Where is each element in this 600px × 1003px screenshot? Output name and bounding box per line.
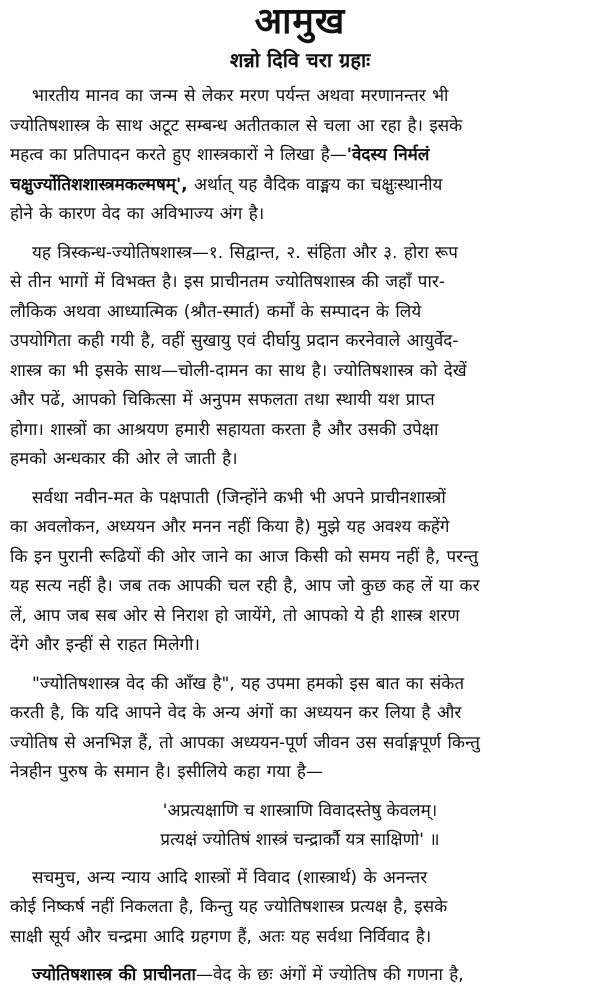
paragraph-line: होगा। शास्त्रों का आश्रयण हमारी सहायता करता है और उसकी उपेक्षा xyxy=(10,419,439,440)
paragraph-line: सचमुच, अन्य न्याय आदि शास्त्रों में विवाद (शास्त्रार्थ) के अनन्तर xyxy=(32,867,428,888)
paragraph-line: का अवलोकन, अध्ययन और मनन नहीं किया है) मुझे यह अवश्य कहेंगे xyxy=(10,517,450,537)
paragraph-line: होने के कारण वेद का अविभाज्य अंग है। xyxy=(10,204,265,224)
quote-end: चक्षुर्ज्योतिशशास्त्रमकल्मषम्', xyxy=(10,174,188,195)
paragraph-2 xyxy=(10,239,590,475)
paragraph-line xyxy=(10,961,590,991)
paragraph-line: लें, आप जब सब ओर से निराश हो जायेंगे, तो आपको ये ही शास्त्र शरण xyxy=(10,605,460,626)
paragraph-text: —वेद के छः अंगों में ज्योतिष की गणना है, xyxy=(195,965,464,985)
paragraph-line: कोई निष्कर्ष नहीं निकलता है, किन्तु यह ज्योतिषशास्त्र प्रत्यक्ष है, इसके xyxy=(10,897,448,917)
paragraph-4 xyxy=(10,670,590,788)
paragraph-line: शास्त्र का भी इसके साथ—चोली-दामन का साथ है। ज्योतिषशास्त्र को देखें xyxy=(10,360,467,381)
paragraph-line: नेत्रहीन पुरुष के समान है। इसीलिये कहा गया है— xyxy=(10,762,323,782)
paragraph-3 xyxy=(10,484,590,661)
paragraph-text: अर्थात् यह वैदिक वाङ्मय का चक्षुःस्थानीय xyxy=(194,174,443,195)
verse-line: प्रत्यक्षं ज्योतिषं शास्त्रं चन्द्रार्कौ यत्र साक्षिणो' ॥ xyxy=(160,830,440,850)
paragraph-line: ज्योतिष से अनभिज्ञ हैं, तो आपका अध्ययन-पूर्ण जीवन उस सर्वाङ्गपूर्ण किन्तु xyxy=(10,732,480,753)
verse-line: 'अप्रत्यक्षाणि च शास्त्राणि विवादस्तेषु केवलम्। xyxy=(162,800,438,821)
paragraph-line: साक्षी सूर्य और चन्द्रमा आदि ग्रहगण हैं, अतः यह सर्वथा निर्विवाद है। xyxy=(10,926,432,947)
paragraph-line xyxy=(10,171,590,201)
paragraph-line: यह सत्य नहीं है। जब तक आपकी चल रही है, आप जो कुछ कह लें या कर xyxy=(10,576,480,596)
paragraph-line: और पढें, आपको चिकित्सा में अनुपम सफलता तथा स्थायी यश प्राप्त xyxy=(10,390,435,410)
page-subtitle: शन्नो दिवि चरा ग्रहाः xyxy=(229,48,371,72)
paragraph-6 xyxy=(10,961,590,991)
paragraph-line: देंगे और इन्हीं से राहत मिलेगी। xyxy=(10,635,200,655)
paragraph-line: करती है, कि यदि आपने वेद के अन्य अंगों का अध्ययन कर लिया है और xyxy=(10,703,462,723)
paragraph-line: ज्योतिषशास्त्र के साथ अटूट सम्बन्ध अतीतकाल से चला आ रहा है। इसके xyxy=(10,115,463,136)
paragraph-line: भारतीय मानव का जन्म से लेकर मरण पर्यन्त अथवा मरणानन्तर भी xyxy=(32,86,449,106)
paragraph-1 xyxy=(10,82,590,230)
paragraph-line: यह त्रिस्कन्ध-ज्योतिषशास्त्र—१. सिद्वान्त, २. संहिता और ३. होरा रूप xyxy=(32,242,458,263)
paragraph-line: "ज्योतिषशास्त्र वेद की आँख है", यह उपमा हमको इस बात का संकेत xyxy=(32,673,465,694)
paragraph-line xyxy=(10,141,590,171)
paragraph-5 xyxy=(10,864,590,953)
paragraph-text: महत्व का प्रतिपादन करते हुए शास्त्रकारों ने लिखा है— xyxy=(10,145,347,165)
sanskrit-verse xyxy=(10,797,590,856)
paragraph-line: सर्वथा नवीन-मत के पक्षपाती (जिन्होंने कभी भी अपने प्राचीनशास्त्रों xyxy=(32,487,446,508)
paragraph-line: उपयोगिता कही गयी है, वहीं सुखायु एवं दीर्घायु प्रदान करनेवाले आयुर्वेद- xyxy=(10,331,459,351)
section-lead: ज्योतिषशास्त्र की प्राचीनता xyxy=(32,965,196,985)
paragraph-line: लौकिक अथवा आध्यात्मिक (श्रौत-स्मार्त) कर्मों के सम्पादन के लिये xyxy=(10,301,422,322)
quote-start: 'वेदस्य निर्मलं xyxy=(346,145,430,165)
paragraph-line: हमको अन्धकार की ओर ले जाती है। xyxy=(10,449,238,469)
paragraph-line: कि इन पुरानी रूढियों की ओर जाने का आज किसी को समय नहीं है, परन्तु xyxy=(10,546,479,567)
page-title: आमुख xyxy=(254,1,346,42)
paragraph-line: से तीन भागों में विभक्त है। इस प्राचीनतम ज्योतिषशास्त्र की जहाँ पार- xyxy=(10,272,445,292)
